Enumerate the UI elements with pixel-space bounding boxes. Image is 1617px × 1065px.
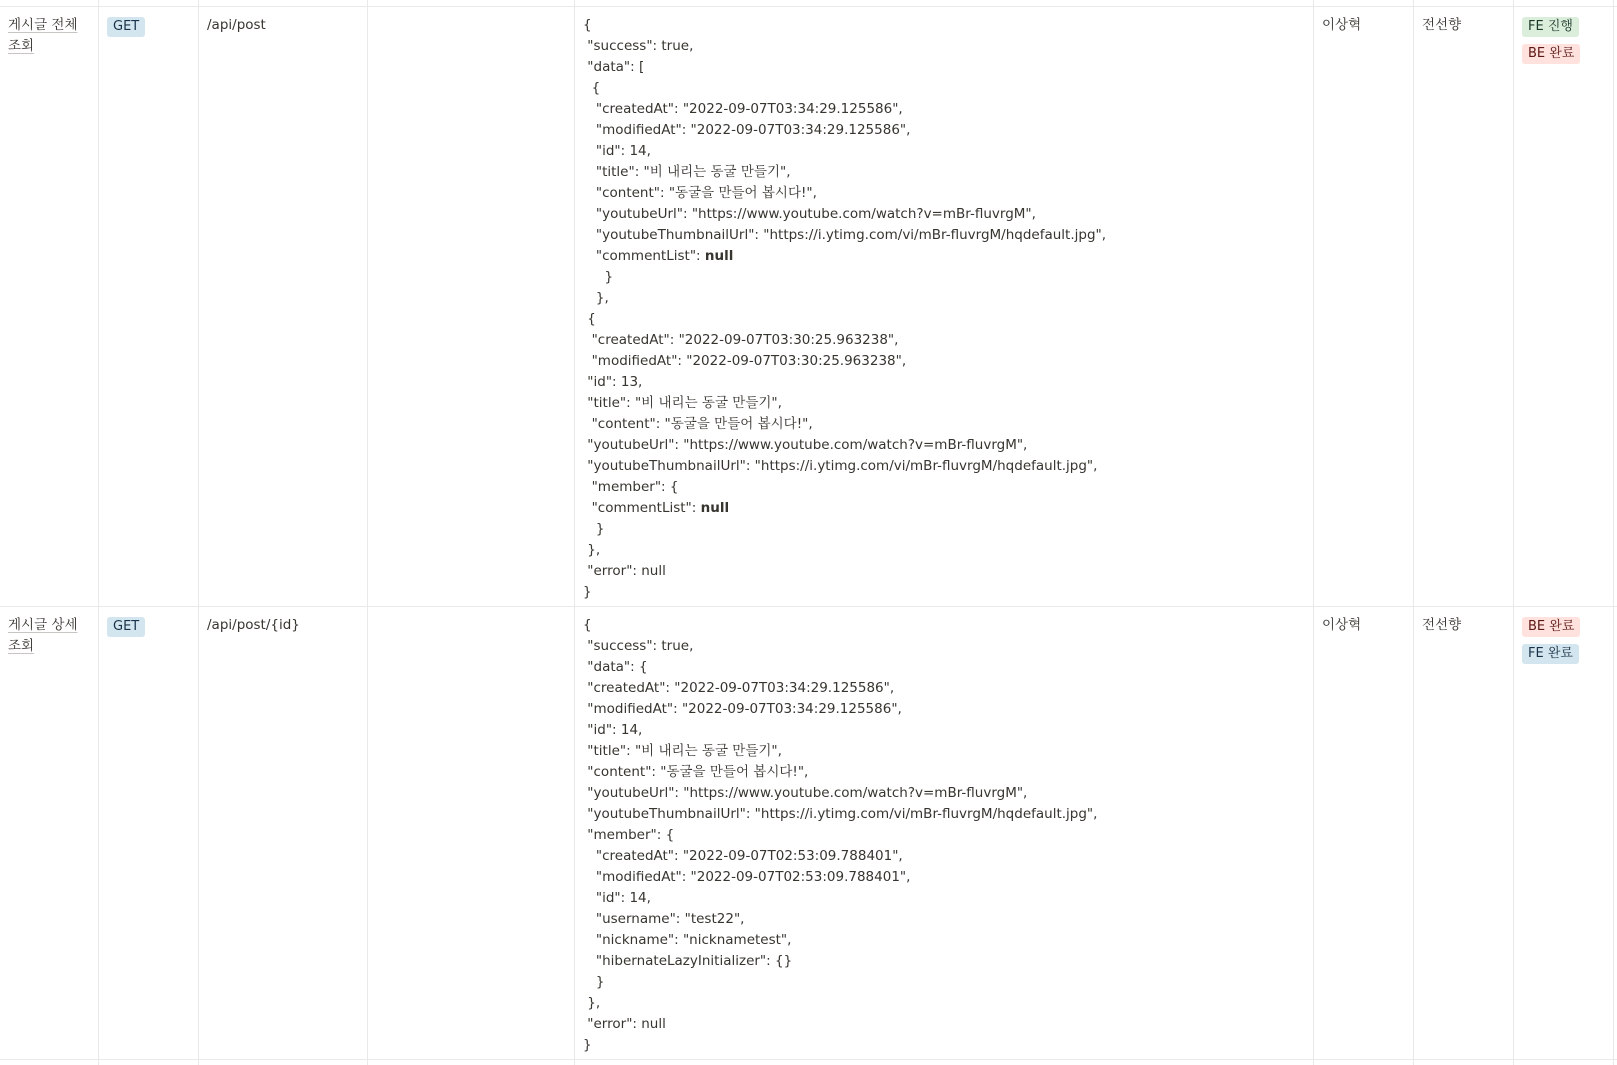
line-indent [583, 911, 596, 927]
table-row[interactable] [0, 7, 1617, 606]
line-text: } [583, 584, 592, 600]
line-text: { [591, 80, 601, 96]
line-text: "member": { [591, 479, 679, 495]
response-line [583, 330, 1305, 351]
line-text: "createdAt": "2022-09-07T03:34:29.125586", [595, 101, 903, 117]
line-text: "id": 14, [595, 890, 651, 906]
line-indent [583, 521, 596, 537]
frontend-owner: 전선향 [1422, 17, 1462, 33]
status-tag: FE 완료 [1522, 644, 1579, 664]
line-text: "youtubeUrl": "https://www.youtube.com/watch?v=mBr-fluvrgM", [595, 206, 1036, 222]
line-text: "error": null [587, 563, 666, 579]
response-line [583, 477, 1305, 498]
status-cell[interactable] [1514, 7, 1613, 78]
response-line [583, 99, 1305, 120]
line-text: "title": "비 내리는 동굴 만들기", [595, 164, 791, 180]
response-line [583, 636, 1305, 657]
api-url: /api/post [207, 17, 266, 33]
line-text: "id": 14, [595, 143, 651, 159]
line-indent [583, 227, 596, 243]
line-text: "success": true, [587, 38, 694, 54]
line-indent [583, 206, 596, 222]
line-text: "member": { [587, 827, 675, 843]
response-line [583, 78, 1305, 99]
response-line [583, 741, 1305, 762]
line-indent [583, 185, 596, 201]
line-text: "commentList": [591, 500, 701, 516]
line-text: "modifiedAt": "2022-09-07T03:30:25.963238", [591, 353, 907, 369]
response-line [583, 930, 1305, 951]
line-indent [583, 974, 596, 990]
response-line [583, 519, 1305, 540]
response-cell[interactable] [575, 7, 1313, 611]
url-cell[interactable] [199, 607, 367, 644]
line-indent [583, 869, 596, 885]
backend-owner: 이상혁 [1322, 17, 1362, 33]
line-indent [583, 890, 596, 906]
line-indent [583, 269, 604, 285]
frontend-owner-cell[interactable] [1414, 7, 1513, 44]
line-text: "content": "동굴을 만들어 봅시다!", [595, 185, 817, 201]
line-text: "title": "비 내리는 동굴 만들기", [587, 743, 782, 759]
response-line [583, 498, 1305, 519]
response-line [583, 141, 1305, 162]
line-text: "id": 13, [587, 374, 643, 390]
response-line [583, 288, 1305, 309]
method-tag: GET [107, 617, 145, 637]
response-line [583, 372, 1305, 393]
line-text: "hibernateLazyInitializer": {} [595, 953, 793, 969]
line-text: "modifiedAt": "2022-09-07T03:34:29.125586", [587, 701, 902, 717]
method-cell[interactable] [99, 607, 198, 651]
line-text: "error": null [587, 1016, 666, 1032]
line-text: "content": "동굴을 만들어 봅시다!", [587, 764, 809, 780]
line-text: "commentList": [595, 248, 705, 264]
line-text: "nickname": "nicknametest", [595, 932, 792, 948]
status-tag: BE 완료 [1522, 617, 1580, 637]
response-line [583, 183, 1305, 204]
line-text: "createdAt": "2022-09-07T02:53:09.788401", [595, 848, 903, 864]
response-line [583, 57, 1305, 78]
response-line [583, 804, 1305, 825]
line-text: { [587, 311, 596, 327]
backend-owner-cell[interactable] [1314, 607, 1413, 644]
response-body [583, 615, 1305, 1056]
line-text: "youtubeThumbnailUrl": "https://i.ytimg.com/vi/mBr-fluvrgM/hqdefault.jpg", [595, 227, 1107, 243]
frontend-owner-cell[interactable] [1414, 607, 1513, 644]
response-body [583, 15, 1305, 603]
response-line [583, 699, 1305, 720]
response-line [583, 615, 1305, 636]
response-line [583, 762, 1305, 783]
line-indent [583, 500, 592, 516]
table-row[interactable] [0, 607, 1617, 1059]
url-cell[interactable] [199, 7, 367, 44]
request-cell[interactable] [368, 7, 574, 23]
response-line [583, 120, 1305, 141]
api-name-cell[interactable] [0, 7, 98, 65]
line-indent [583, 953, 596, 969]
response-line [583, 909, 1305, 930]
line-indent [583, 122, 596, 138]
line-text: "id": 14, [587, 722, 643, 738]
response-line [583, 456, 1305, 477]
response-line [583, 657, 1305, 678]
response-line [583, 36, 1305, 57]
line-text: "title": "비 내리는 동굴 만들기", [587, 395, 782, 411]
response-line [583, 867, 1305, 888]
status-cell[interactable] [1514, 607, 1613, 678]
line-indent [583, 164, 596, 180]
line-text: }, [587, 995, 601, 1011]
response-line [583, 162, 1305, 183]
response-line [583, 225, 1305, 246]
line-indent [583, 290, 596, 306]
request-cell[interactable] [368, 607, 574, 623]
line-indent [583, 332, 592, 348]
response-line [583, 846, 1305, 867]
line-indent [583, 353, 592, 369]
line-text: "success": true, [587, 638, 694, 654]
response-line [583, 351, 1305, 372]
backend-owner-cell[interactable] [1314, 7, 1413, 44]
line-text: "createdAt": "2022-09-07T03:30:25.963238", [591, 332, 899, 348]
response-line [583, 888, 1305, 909]
line-text: } [583, 1037, 592, 1053]
response-line [583, 309, 1305, 330]
response-line [583, 720, 1305, 741]
response-line [583, 15, 1305, 36]
line-text: "youtubeThumbnailUrl": "https://i.ytimg.com/vi/mBr-fluvrgM/hqdefault.jpg", [587, 806, 1098, 822]
response-line [583, 267, 1305, 288]
line-indent [583, 932, 596, 948]
null-keyword: null [700, 500, 730, 516]
status-tag: FE 진행 [1522, 17, 1579, 37]
response-line [583, 1014, 1305, 1035]
response-line [583, 1035, 1305, 1056]
line-text: "data": { [587, 659, 648, 675]
null-keyword: null [704, 248, 734, 264]
response-line [583, 561, 1305, 582]
response-line [583, 993, 1305, 1014]
line-text: "createdAt": "2022-09-07T03:34:29.125586", [587, 680, 895, 696]
response-line [583, 246, 1305, 267]
line-text: } [604, 269, 614, 285]
line-indent [583, 479, 592, 495]
frontend-owner: 전선향 [1422, 617, 1462, 633]
method-tag: GET [107, 17, 145, 37]
line-text: "data": [ [587, 59, 645, 75]
line-indent [583, 248, 596, 264]
line-text: "youtubeUrl": "https://www.youtube.com/watch?v=mBr-fluvrgM", [587, 785, 1028, 801]
line-indent [583, 80, 592, 96]
line-text: }, [587, 542, 601, 558]
response-line [583, 951, 1305, 972]
response-line [583, 783, 1305, 804]
response-line [583, 972, 1305, 993]
api-url: /api/post/{id} [207, 617, 300, 633]
line-indent [583, 101, 596, 117]
line-text: "youtubeUrl": "https://www.youtube.com/watch?v=mBr-fluvrgM", [587, 437, 1028, 453]
api-name[interactable]: 게시글 상세 조회 [8, 617, 78, 654]
line-text: "username": "test22", [595, 911, 745, 927]
api-name-cell[interactable] [0, 607, 98, 665]
api-name[interactable]: 게시글 전체 조회 [8, 17, 78, 54]
line-text: } [595, 521, 605, 537]
line-text: { [583, 17, 592, 33]
response-line [583, 582, 1305, 603]
response-line [583, 825, 1305, 846]
line-indent [583, 416, 592, 432]
response-line [583, 435, 1305, 456]
line-indent [583, 848, 596, 864]
line-text: "modifiedAt": "2022-09-07T03:34:29.125586", [595, 122, 911, 138]
response-cell[interactable] [575, 607, 1313, 1064]
response-line [583, 540, 1305, 561]
line-text: } [595, 974, 605, 990]
line-indent [583, 143, 596, 159]
backend-owner: 이상혁 [1322, 617, 1362, 633]
line-text: }, [595, 290, 609, 306]
response-line [583, 414, 1305, 435]
line-text: "youtubeThumbnailUrl": "https://i.ytimg.com/vi/mBr-fluvrgM/hqdefault.jpg", [587, 458, 1098, 474]
method-cell[interactable] [99, 7, 198, 51]
response-line [583, 678, 1305, 699]
response-line [583, 204, 1305, 225]
status-tag: BE 완료 [1522, 44, 1580, 64]
line-text: "modifiedAt": "2022-09-07T02:53:09.788401", [595, 869, 911, 885]
response-line [583, 393, 1305, 414]
line-text: { [583, 617, 592, 633]
line-text: "content": "동굴을 만들어 봅시다!", [591, 416, 813, 432]
